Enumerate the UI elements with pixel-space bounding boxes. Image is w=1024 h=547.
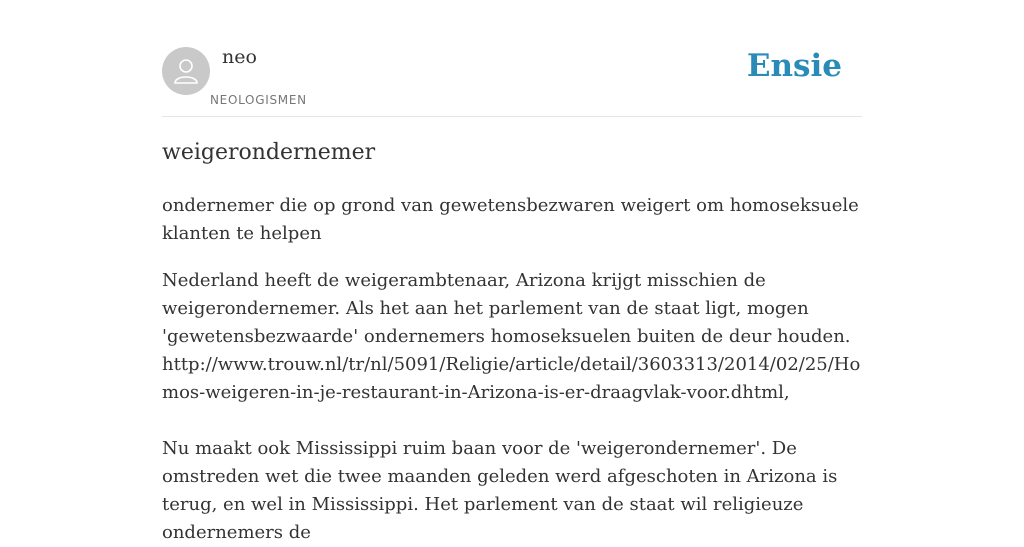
entry-page — [162, 0, 862, 543]
user-icon — [171, 56, 201, 86]
example-paragraph-2: Nu maakt ook Mississippi ruim baan voor de 'weigerondernemer'. De omstreden wet die twee maanden geleden werd afgeschoten in Arizona is terug, en wel in Mississippi. Het parlement van de staat wil religieuze ondernemers de — [162, 438, 838, 543]
example-paragraph — [162, 267, 862, 407]
paragraph-gap — [162, 407, 862, 435]
source-link[interactable]: http://www.trouw.nl/tr/nl/5091/Religie/article/detail/3603313/2014/02/25/Homos-weigeren-in-je-restaurant-in-Arizona-is-er-draagvlak-voor.dhtml, — [162, 354, 861, 403]
example-text — [162, 267, 862, 547]
category-label[interactable]: NEOLOGISMEN — [210, 93, 307, 107]
definition-text: ondernemer die op grond van gewetensbezwaren weigert om homoseksuele klanten te helpen — [162, 195, 859, 244]
entry-header — [162, 0, 862, 117]
brand-logo[interactable]: Ensie — [746, 48, 842, 84]
avatar[interactable] — [162, 47, 210, 95]
term-title: weigerondernemer — [162, 140, 376, 165]
example-sentence: Nederland heeft de weigerambtenaar, Arizona krijgt misschien de weigerondernemer. Als het aan het parlement van de staat ligt, mogen 'gewetensbezwaarde' ondernemers homoseksuelen buiten de deur houden. — [162, 270, 851, 347]
username[interactable]: neo — [222, 46, 257, 68]
